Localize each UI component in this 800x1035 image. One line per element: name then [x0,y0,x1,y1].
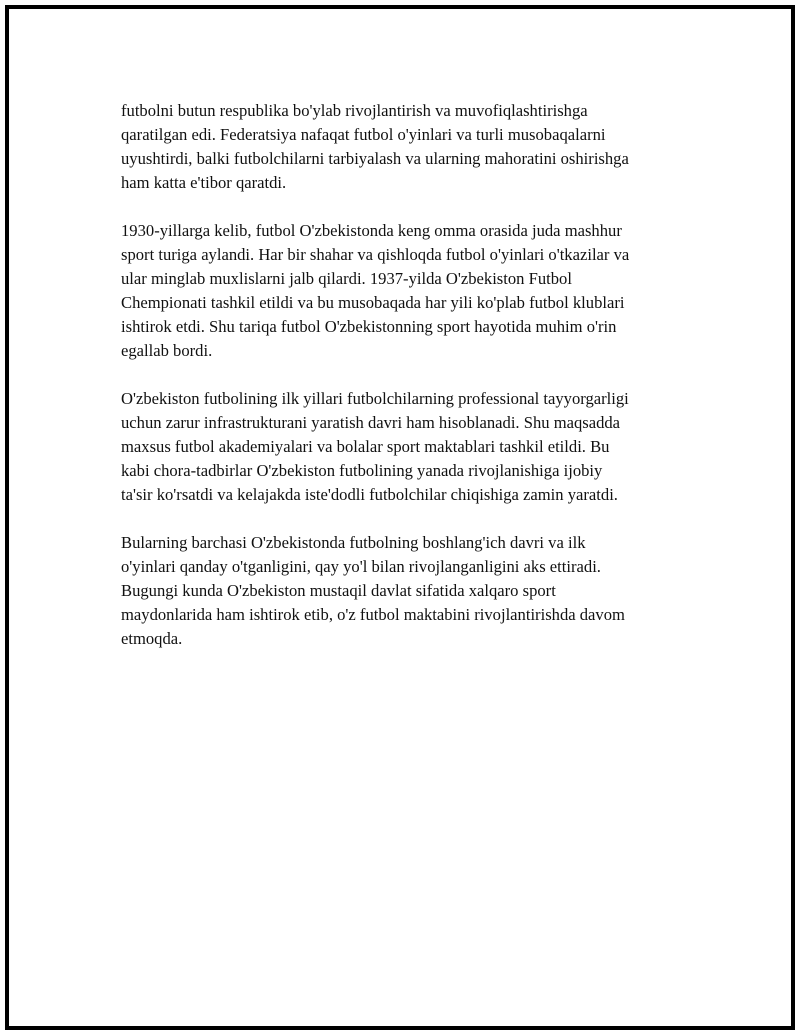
page-content [121,99,706,675]
paragraph-1930s: 1930-yillarga kelib, futbol O'zbekistonda keng omma orasida juda mashhur sport turiga aylandi. Har bir shahar va qishloqda futbol o'yinlari o'tkazilar va ular minglab muxlislarni jalb qilardi. 1937-yilda O'zbekiston Futbol Chempionati tashkil etildi va bu musobaqada har yili ko'plab futbol klublari ishtirok etdi. Shu tariqa futbol O'zbekistonning sport hayotida muhim o'rin egallab bordi. [121,221,630,360]
paragraph-early-years: O'zbekiston futbolining ilk yillari futbolchilarning professional tayyorgarligi uchun zarur infrastrukturani yaratish davri ham hisoblanadi. Shu maqsadda maxsus futbol akademiyalari va bolalar sport maktablari tashkil etildi. Bu kabi chora-tadbirlar O'zbekiston futbolining yanada rivojlanishiga ijobiy ta'sir ko'rsatdi va kelajakda iste'dodli futbolchilar chiqishiga zamin yaratdi. [121,389,629,504]
page-frame [5,5,795,1030]
paragraph-summary: Bularning barchasi O'zbekistonda futbolning boshlang'ich davri va ilk o'yinlari qanday o'tganligini, qay yo'l bilan rivojlanganligini aks ettiradi. Bugungi kunda O'zbekiston mustaqil davlat sifatida xalqaro sport maydonlarida ham ishtirok etib, o'z futbol maktabini rivojlantirishda davom etmoqda. [121,533,625,648]
paragraph-federation: futbolni butun respublika bo'ylab rivojlantirish va muvofiqlashtirishga qaratilgan edi. Federatsiya nafaqat futbol o'yinlari va turli musobaqalarni uyushtirdi, balki futbolchilarni tarbiyalash va ularning mahoratini oshirishga ham katta e'tibor qaratdi. [121,101,629,192]
